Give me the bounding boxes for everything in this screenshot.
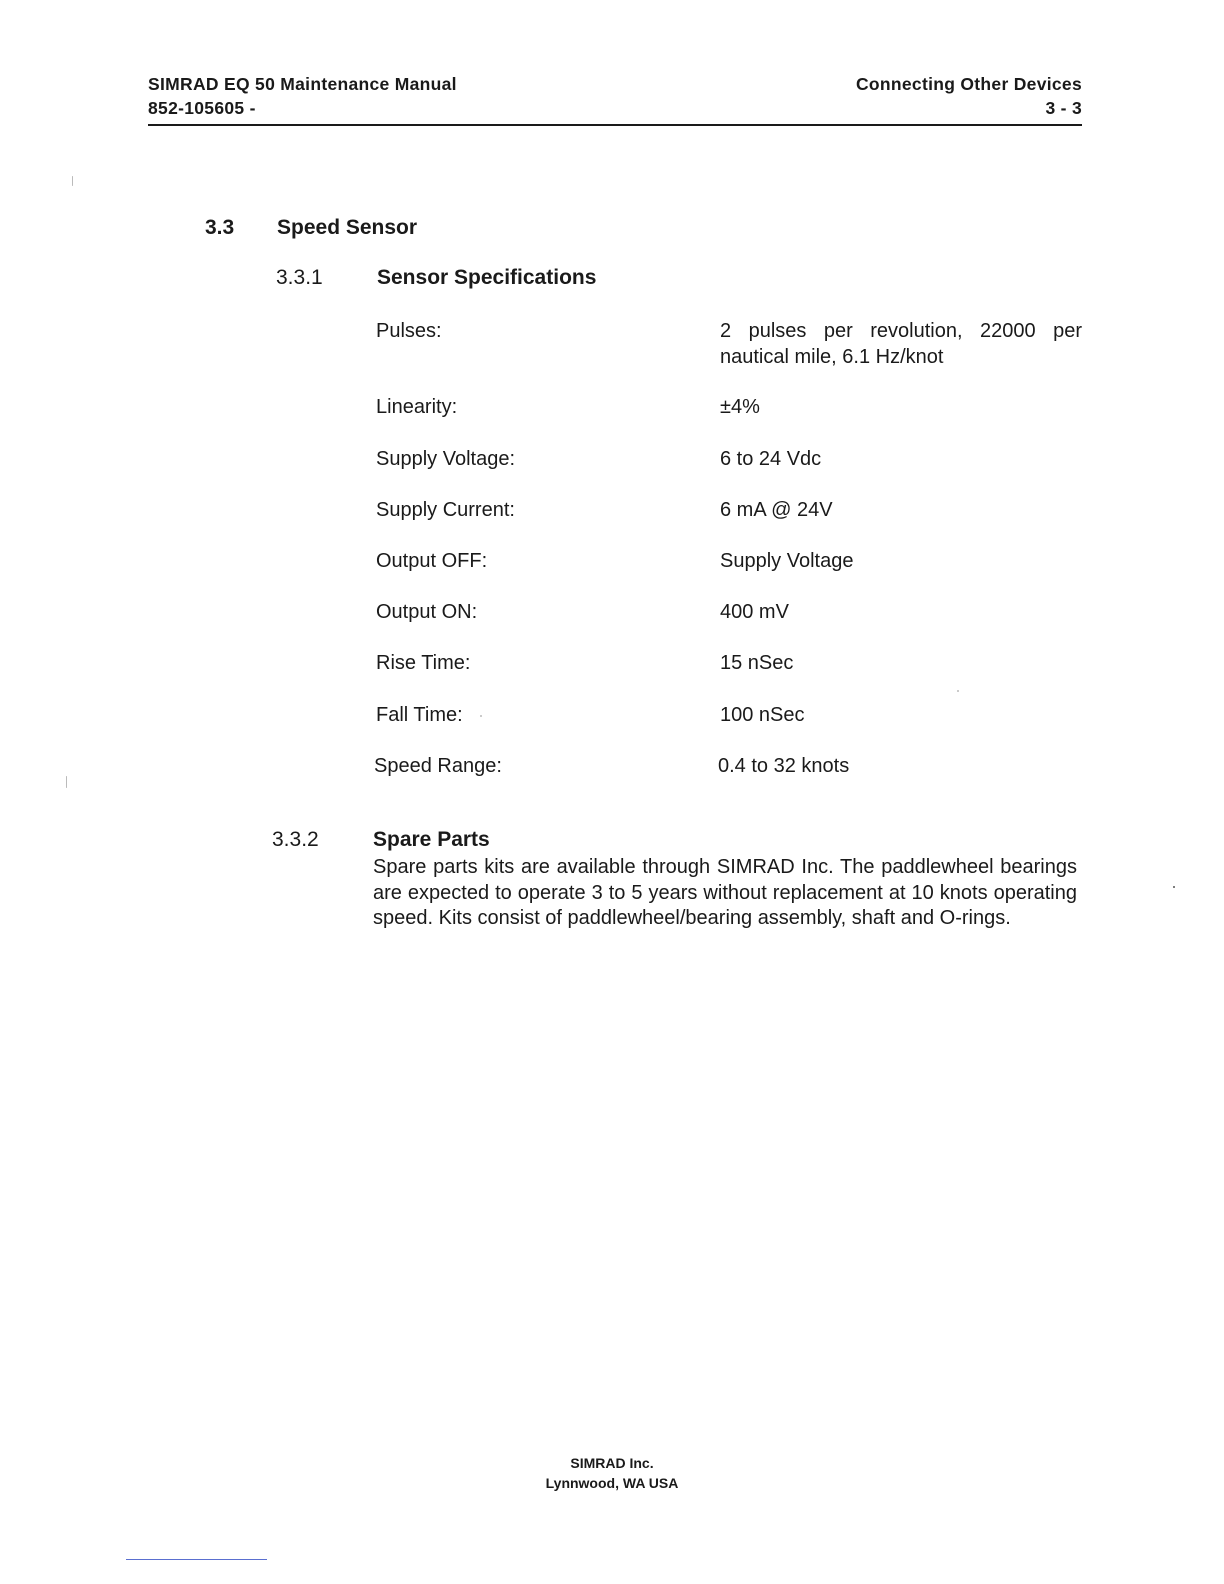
header-rule (148, 124, 1082, 126)
subsection-specs-title: Sensor Specifications (377, 266, 597, 289)
header-manual-title: SIMRAD EQ 50 Maintenance Manual (148, 74, 457, 94)
scan-speck (957, 690, 959, 692)
scan-artifact-line (126, 1559, 267, 1560)
scan-speck (72, 176, 73, 186)
subsection-specs-number: 3.3.1 (276, 266, 323, 289)
spec-label-output-off: Output OFF: (376, 550, 488, 572)
spec-value-rise-time: 15 nSec (720, 652, 794, 674)
subsection-spare-number: 3.3.2 (272, 828, 319, 851)
section-title: Speed Sensor (277, 216, 418, 239)
header-page-number: 3 - 3 (1045, 98, 1082, 118)
spec-value-pulses: 2 pulses per revolution, 22000 per nautical mile, 6.1 Hz/knot (720, 320, 1082, 368)
spec-label-rise-time: Rise Time: (376, 652, 471, 674)
spec-value-linearity: ±4% (720, 396, 760, 418)
spec-label-supply-voltage: Supply Voltage: (376, 448, 515, 470)
header-chapter-title: Connecting Other Devices (855, 74, 1082, 94)
scan-speck (1173, 886, 1175, 888)
spec-value-output-on: 400 mV (720, 601, 789, 623)
spec-value-supply-current: 6 mA @ 24V (720, 499, 833, 521)
section-number: 3.3 (205, 216, 235, 239)
spec-value-speed-range: 0.4 to 32 knots (718, 755, 850, 777)
scan-speck (480, 715, 482, 717)
spec-label-speed-range: Speed Range: (374, 755, 502, 777)
footer-company: SIMRAD Inc. (570, 1455, 654, 1471)
scan-speck (66, 776, 67, 788)
spec-value-fall-time: 100 nSec (720, 704, 805, 726)
spec-label-pulses: Pulses: (376, 320, 442, 342)
spec-label-supply-current: Supply Current: (376, 499, 515, 521)
header-document-number: 852-105605 - (148, 98, 256, 118)
subsection-spare-title: Spare Parts (373, 828, 490, 851)
footer-location: Lynnwood, WA USA (545, 1475, 679, 1491)
spec-value-output-off: Supply Voltage (720, 550, 854, 572)
spec-label-output-on: Output ON: (376, 601, 478, 623)
spec-label-fall-time: Fall Time: (376, 704, 463, 726)
spare-parts-paragraph: Spare parts kits are available through SIMRAD Inc. The paddlewheel bearings are expected to operate 3 to 5 years without replacement at 10 knots operating speed. Kits consist of paddlewheel/bearing assembly, shaft and O-rings. (373, 856, 1077, 929)
spec-value-supply-voltage: 6 to 24 Vdc (720, 448, 822, 470)
spec-label-linearity: Linearity: (376, 396, 458, 418)
